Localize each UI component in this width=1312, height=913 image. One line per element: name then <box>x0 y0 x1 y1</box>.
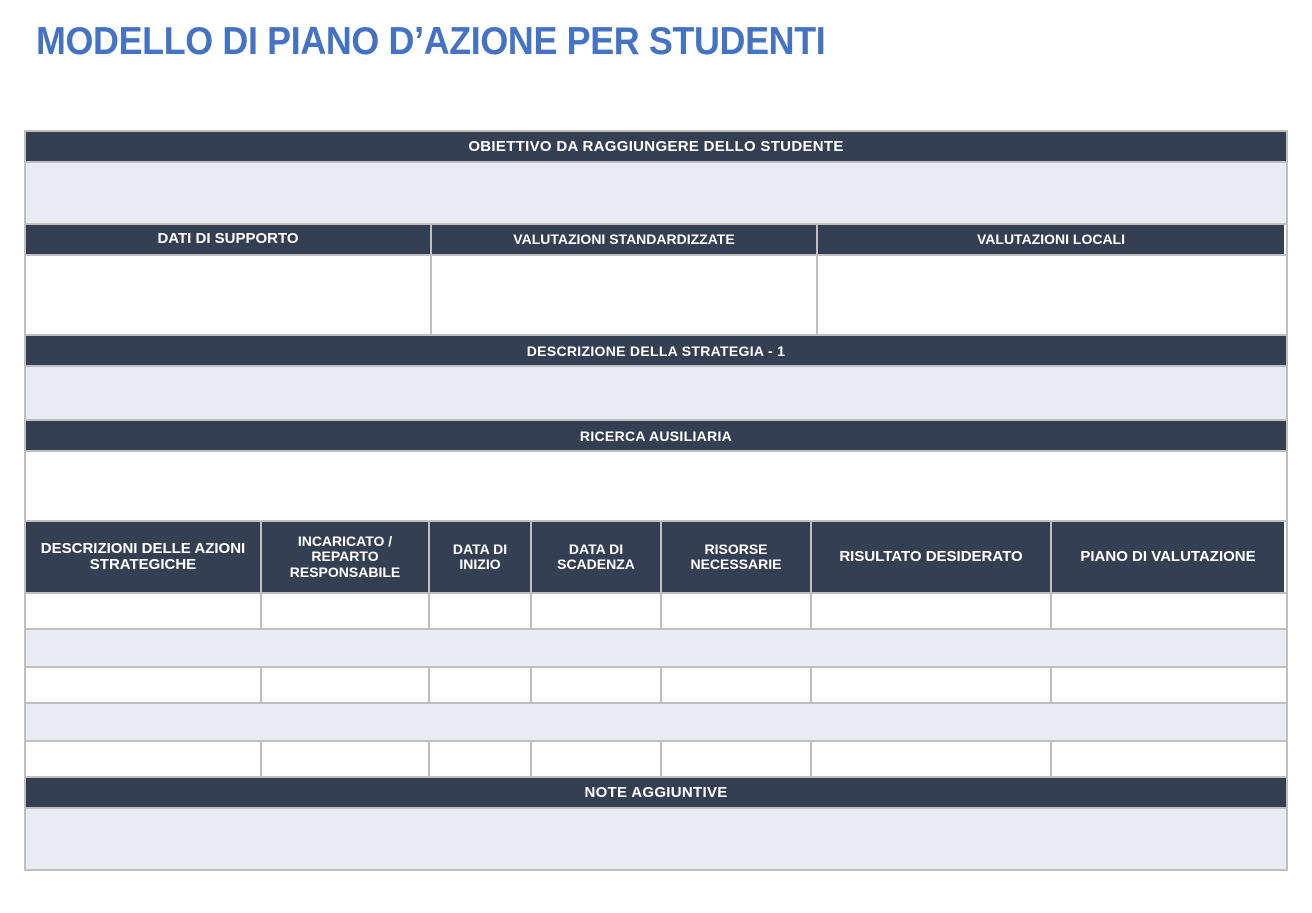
table-cell[interactable] <box>26 668 262 702</box>
research-section-header: RICERCA AUSILIARIA <box>26 421 1286 452</box>
local-assessments-header: VALUTAZIONI LOCALI <box>818 225 1284 254</box>
supporting-data-input[interactable] <box>26 256 432 334</box>
supporting-data-header-row <box>26 225 1286 256</box>
table-cell[interactable] <box>262 594 430 628</box>
table-cell[interactable] <box>532 742 662 776</box>
table-cell[interactable] <box>532 668 662 702</box>
table-cell[interactable] <box>430 742 532 776</box>
table-row[interactable] <box>26 630 1286 668</box>
goal-input-field[interactable] <box>26 163 1286 225</box>
supporting-data-input-row <box>26 256 1286 336</box>
table-cell[interactable] <box>26 742 262 776</box>
table-cell[interactable] <box>812 594 1052 628</box>
table-cell[interactable] <box>662 742 812 776</box>
table-cell[interactable] <box>262 742 430 776</box>
table-cell[interactable] <box>1052 668 1284 702</box>
notes-section-header: NOTE AGGIUNTIVE <box>26 778 1286 809</box>
table-cell[interactable] <box>430 594 532 628</box>
table-cell[interactable] <box>812 742 1052 776</box>
notes-input-field[interactable] <box>26 809 1286 869</box>
column-header-due-date: DATA DI SCADENZA <box>532 522 662 592</box>
strategy-section-header: DESCRIZIONE DELLA STRATEGIA - 1 <box>26 336 1286 367</box>
column-header-responsible-party: INCARICATO / REPARTO RESPONSABILE <box>262 522 430 592</box>
table-cell[interactable] <box>662 594 812 628</box>
strategy-input-field[interactable] <box>26 367 1286 421</box>
table-cell[interactable] <box>532 594 662 628</box>
table-cell[interactable] <box>662 668 812 702</box>
column-header-start-date: DATA DI INIZIO <box>430 522 532 592</box>
table-row <box>26 594 1286 630</box>
research-input-field[interactable] <box>26 452 1286 522</box>
table-row[interactable] <box>26 704 1286 742</box>
table-cell[interactable] <box>430 668 532 702</box>
goal-section-header: OBIETTIVO DA RAGGIUNGERE DELLO STUDENTE <box>26 132 1286 163</box>
table-cell[interactable] <box>1052 594 1284 628</box>
table-row <box>26 668 1286 704</box>
standardized-assessments-input[interactable] <box>432 256 818 334</box>
table-cell[interactable] <box>262 668 430 702</box>
table-cell[interactable] <box>26 594 262 628</box>
table-row <box>26 742 1286 778</box>
page-title: MODELLO DI PIANO D’AZIONE PER STUDENTI <box>36 20 826 63</box>
table-cell[interactable] <box>812 668 1052 702</box>
action-table-header-row <box>26 522 1286 594</box>
column-header-evaluation-plan: PIANO DI VALUTAZIONE <box>1052 522 1284 592</box>
standardized-assessments-header: VALUTAZIONI STANDARDIZZATE <box>432 225 818 254</box>
column-header-required-resources: RISORSE NECESSARIE <box>662 522 812 592</box>
column-header-action-descriptions: DESCRIZIONI DELLE AZIONI STRATEGICHE <box>26 522 262 592</box>
table-cell[interactable] <box>1052 742 1284 776</box>
column-header-desired-outcome: RISULTATO DESIDERATO <box>812 522 1052 592</box>
supporting-data-header: DATI DI SUPPORTO <box>26 225 432 254</box>
action-plan-table <box>24 130 1288 871</box>
local-assessments-input[interactable] <box>818 256 1284 334</box>
